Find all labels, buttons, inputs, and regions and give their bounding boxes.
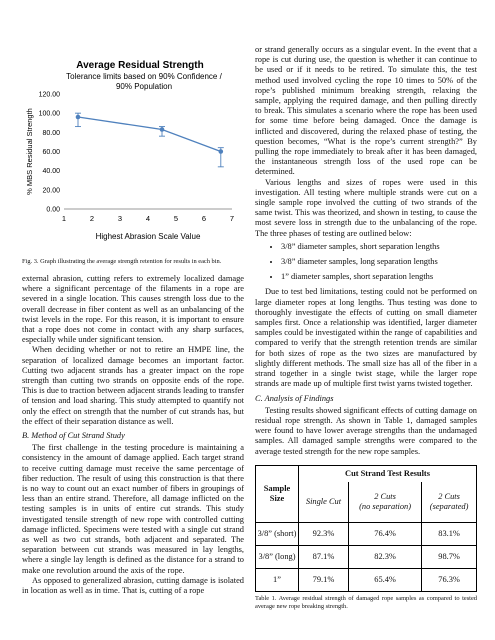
left-column [22,274,244,596]
list-item: • 3/8” diameter samples, short separation lengths [281,242,477,252]
table-cell: 76.3% [422,568,477,591]
cut-strand-results-table [255,465,477,592]
series-line [78,117,221,152]
table-cell: 87.1% [299,545,349,568]
y-tick-label: 120.00 [38,91,60,99]
y-tick-label: 80.00 [42,129,60,137]
table-group-header: Cut Strand Test Results [299,465,477,482]
header-line: (separated) [429,501,469,511]
table-row [256,568,477,591]
table-cell: 79.1% [299,568,349,591]
data-point [219,149,224,154]
right-column [255,45,477,611]
header-line: 2 Cuts [438,491,460,501]
table-header-two-cuts-separated [422,482,477,523]
table-cell: 83.1% [422,522,477,545]
table-caption: Table 1. Average residual strength of damaged rope samples as compared to tested average new rope breaking strength. [255,594,477,610]
x-tick-label: 4 [145,214,151,223]
section-heading-b: B. Method of Cut Strand Study [22,431,125,441]
table-header-sample-size: Sample Size [256,465,299,522]
header-line: 2 Cuts [374,491,396,501]
right-paragraph: Testing results showed significant effects of cutting damage on residual rope strength. As shown in Table 1, damaged samples were found to have lower average strengths than the undamaged samples. All damaged sample strengths were compared to the average tested strength for the new rope samples. [255,405,477,456]
y-tick-label: 60.00 [42,149,60,156]
y-tick-label: 40.00 [42,168,60,176]
table-cell: 1” [256,568,299,591]
y-tick-label: 100.00 [38,110,60,118]
table-row [256,522,477,545]
table-cell: 65.4% [349,568,422,591]
figure-caption: Fig. 3. Graph illustrating the average strength retention for results in each bin. [22,258,222,265]
header-line: (no separation) [359,501,412,511]
left-paragraph: As opposed to generalized abrasion, cutting damage is isolated in location as well as in time. That is, cutting of a rope [22,575,244,596]
table-cell: 3/8” (short) [256,522,299,545]
data-point [76,115,81,120]
chart-subtitle-line2: 90% Population [115,82,173,91]
chart-svg [22,44,244,254]
x-axis-label: Highest Abrasion Scale Value [95,232,201,241]
x-tick-label: 7 [229,214,235,223]
right-paragraph: Various lengths and sizes of ropes were used in this investigation. All testing where multiple strands were cut on a single sample rope involved the cutting of two strands of the same twist. This was theorized, and shown in testing, to cause the most severe loss in strength due to the unbalancing of the rope. The three phases of testing are outlined below: [255,177,477,238]
table-cell: 82.3% [349,545,422,568]
list-item: • 3/8” diameter samples, long separation lengths [281,257,477,267]
left-paragraph: When deciding whether or not to retire an HMPE line, the separation of localized damage becomes an important factor. Cutting two adjacent strands has a greater impact on the rope strength than cutting two strands on opposite ends of the rope. This is due to traction between adjacent strands leading to transfer of tension and load sharing. This study attempted to quantify not only the effect on strength that the number of cut strands has, but the effect of their separation distance as well. [22,345,244,426]
table-cell: 98.7% [422,545,477,568]
table-cell: 3/8” (long) [256,545,299,568]
testing-phases-list [255,242,477,283]
y-axis-label: % MBS Residual Strength [25,108,34,195]
table-cell: 92.3% [299,522,349,545]
y-tick-label: 0.00 [46,206,60,214]
x-tick-label: 3 [117,214,123,223]
right-paragraph: Due to test bed limitations, testing could not be performed on large diameter ropes at long lengths. Thus testing was done to thoroughly investigate the effects of cutting on small diameter samples first. Once a relationship was identified, larger diameter samples could be investigated within the range of capabilities and compared to verify that the strength retention trends are similar for both sizes of rope as the two sizes are manufactured by slightly different methods. The small size has all of the fiber in a strand together in a single twist stage, while the larger rope strands are made up of multiple first twist yarns twisted together. [255,287,477,389]
residual-strength-chart [22,44,244,254]
x-tick-label: 6 [201,214,207,223]
x-tick-label: 5 [173,214,179,223]
y-tick-label: 20.00 [42,187,60,195]
x-tick-label: 2 [89,214,95,223]
table-header-two-cuts-no-sep [349,482,422,523]
chart-title: Average Residual Strength [76,60,204,71]
table-cell: 76.4% [349,522,422,545]
list-item: • 1” diameter samples, short separation lengths [281,272,477,282]
data-point [160,127,165,132]
table-row [256,545,477,568]
left-paragraph: external abrasion, cutting refers to extremely localized damage where a significant percentage of the filaments in a rope are severed in a single location. This causes strength loss due to the overall decrease in fiber content as well as an unbalancing of the twist levels in the rope. For this reason, it is important to ensure that a rope does not come in contact with any sharp surfaces, especially while under significant tension. [22,274,244,345]
right-paragraph: or strand generally occurs as a singular event. In the event that a rope is cut during use, the question is whether it can continue to be used or if it needs to be retired. To simulate this, the test method used involved cycling the rope 10 times to 50% of the rope’s published minimum breaking strength, relaxing the sample, applying the required damage, and then pulling directly to break. This simulates a scenario where the rope has been used for some time before being damaged. Once the damage is inflicted and discovered, during the relaxed phase of testing, the question becomes, “What is the rope’s current strength?” By pulling the rope immediately to break after it has been damaged, the instantaneous strength loss of the used rope can be determined. [255,45,477,177]
section-heading-c: C. Analysis of Findings [255,393,334,403]
left-paragraph: The first challenge in the testing procedure is maintaining a consistency in the amount of damage applied. Each target strand to receive cutting damage must receive the same percentage of fiber reduction. The result of using this construction is that there is no way to count out an exact number of fibers in groupings of less than an entire strand. Therefore, all damage inflicted on the testing samples is in units of entire cut strands. This study investigated tensile strength of new rope with controlled cutting damage inflicted. Specimens were tested with a single cut strand as well as two cut strands, both adjacent and separated. The separation between cut strands was measured in lay lengths, where a single lay length is defined as the distance for a strand to make one revolution around the axis of the rope. [22,443,244,575]
x-tick-label: 1 [61,214,67,223]
chart-subtitle-line1: Tolerance limits based on 90% Confidence / [66,72,222,81]
table-header-single-cut: Single Cut [299,482,349,523]
